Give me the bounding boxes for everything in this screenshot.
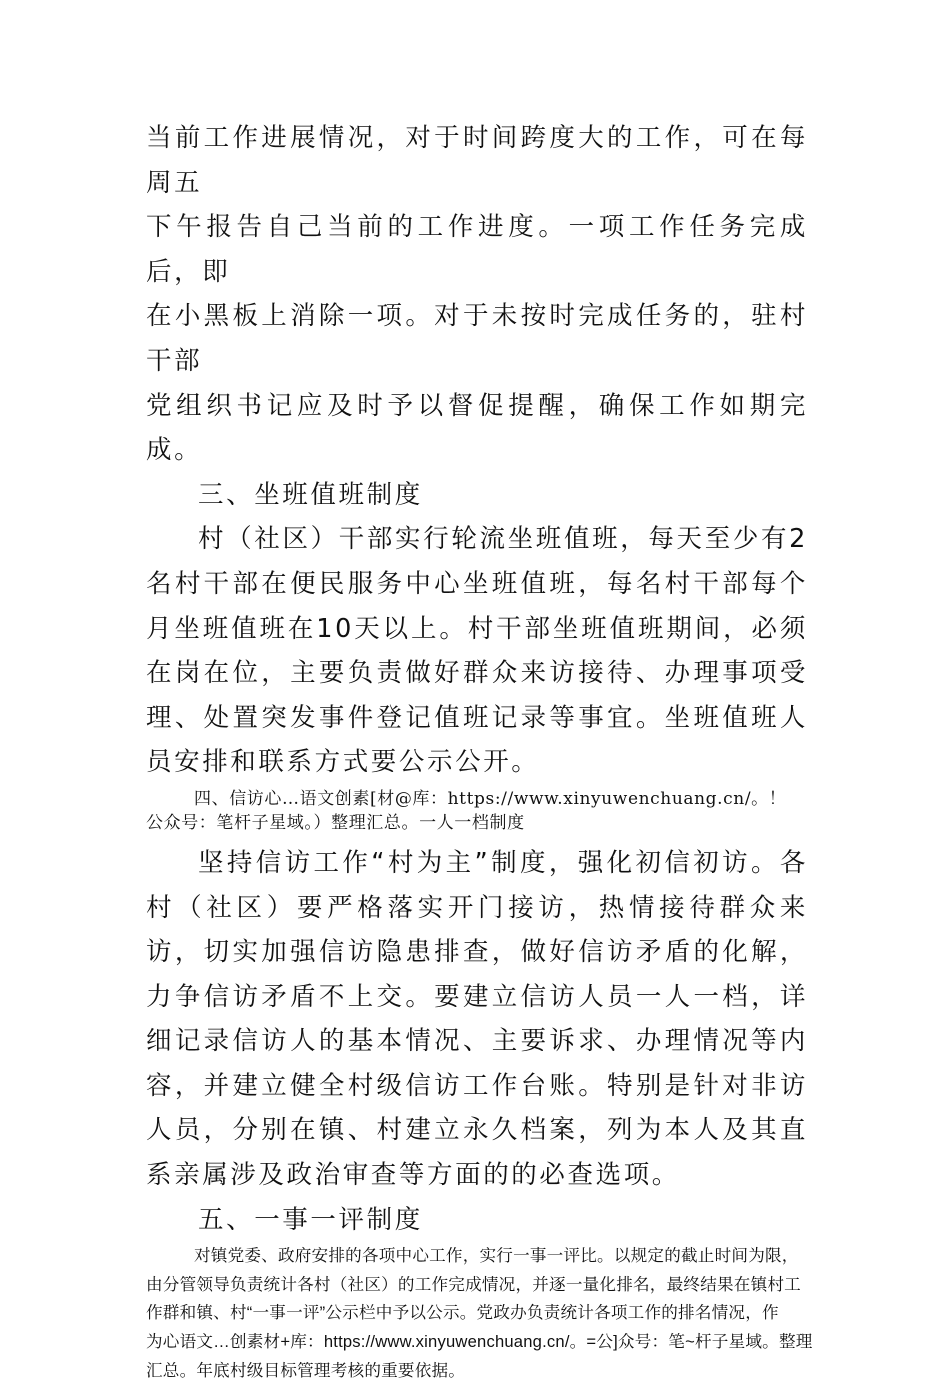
document-page [146,116,813,1385]
text-line: 作群和镇、村“一事一评”公示栏中予以公示。党政办负责统计各项工作的排名情况，作 [146,1303,779,1323]
section-heading-5: 五、一事一评制度 [198,1204,423,1235]
text-line: 下午报告自己当前的工作进度。一项工作任务完成后，即 [146,212,808,287]
section-heading-3: 三、坐班值班制度 [198,479,423,510]
paragraph-continuation [146,116,808,473]
text-line: 党组织书记应及时予以督促提醒，确保工作如期完成。 [146,390,808,466]
text-line: 在小黑板上消除一项。对于未按时完成任务的，驻村干部 [146,301,808,376]
text-line: 汇总。年底村级目标管理考核的重要依据。 [146,1360,466,1380]
paragraph-petition: 坚持信访工作“村为主”制度，强化初信初访。各村（社区）要严格落实开门接访，热情接待群众来访，切实加强信访隐患排查，做好信访矛盾的化解，力争信访矛盾不上交。要建立信访人员一人一档，详细记录信访人的基本情况、主要诉求、办理情况等内容，并建立健全村级信访工作台账。特别是针对非访人员，分别在镇、村建立永久档案，列为本人及其直系亲属涉及政治审查等方面的的必查选项。 [146,847,808,1191]
text-line: 由分管领导负责统计各村（社区）的工作完成情况，并逐一量化排名，最终结果在镇村工 [146,1274,801,1294]
heading-line: 公众号：笔杆子星域。）整理汇总。一人一档制度 [146,812,525,833]
paragraph-evaluation [146,1242,813,1385]
heading-line: 四、信访心…语文创素[材@库：https://www.xinyuwenchuang.cn/。！ [194,788,787,809]
paragraph-duty-roster: 村（社区）干部实行轮流坐班值班，每天至少有2名村干部在便民服务中心坐班值班，每名村干部每个月坐班值班在10天以上。村干部坐班值班期间，必须在岗在位，主要负责做好群众来访接待、办理事项受理、处置突发事件登记值班记录等事宜。坐班值班人员安排和联系方式要公示公开。 [146,524,808,778]
text-line: 对镇党委、政府安排的各项中心工作，实行一事一评比。以规定的截止时间为限， [194,1246,799,1266]
text-line: 当前工作进展情况，对于时间跨度大的工作，可在每周五 [146,123,808,198]
section-heading-4 [146,787,808,835]
text-line: 为心语文…创素材+库：https://www.xinyuwenchuang.cn/。=公]众号：笔~杆子星域。整理 [146,1332,813,1352]
